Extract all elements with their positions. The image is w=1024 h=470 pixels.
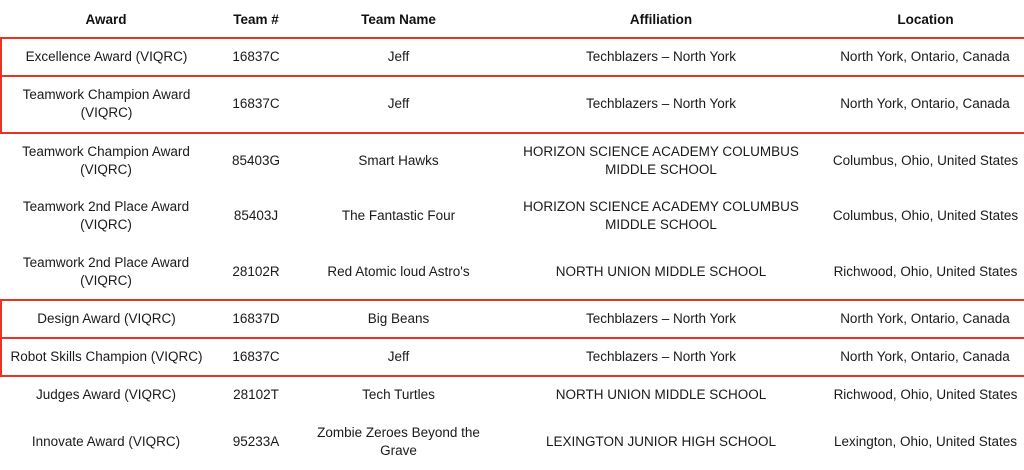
- table-row: [1, 189, 1024, 244]
- cell-team-number: 28102R: [232, 263, 280, 279]
- cell-team-number: 95233A: [232, 433, 280, 449]
- cell-team-name: The Fantastic Four: [341, 208, 456, 224]
- cell-award: Innovate Award (VIQRC): [31, 433, 181, 449]
- cell-location: Columbus, Ohio, United States: [832, 152, 1019, 168]
- cell-award: Excellence Award (VIQRC): [1, 38, 211, 76]
- cell-location: North York, Ontario, Canada: [826, 38, 1024, 76]
- cell-award: Teamwork Champion Award (VIQRC): [22, 143, 190, 177]
- cell-location: North York, Ontario, Canada: [826, 76, 1024, 132]
- cell-affiliation: Techblazers – North York: [496, 338, 826, 376]
- cell-team-number: 16837C: [211, 76, 301, 132]
- cell-affiliation: LEXINGTON JUNIOR HIGH SCHOOL: [545, 433, 777, 449]
- table-row: [1, 76, 1024, 132]
- cell-team-number: 16837C: [211, 338, 301, 376]
- cell-award: Design Award (VIQRC): [1, 300, 211, 338]
- cell-location: Lexington, Ohio, United States: [833, 433, 1018, 449]
- table-row: [1, 376, 1024, 414]
- cell-team-name: Big Beans: [301, 300, 496, 338]
- cell-team-number: 16837D: [211, 300, 301, 338]
- cell-team-number: 16837C: [211, 38, 301, 76]
- table-header-row: [1, 6, 1024, 38]
- table-row: [1, 300, 1024, 338]
- cell-team-number: 85403J: [233, 208, 279, 224]
- cell-affiliation: Techblazers – North York: [496, 38, 826, 76]
- cell-location: North York, Ontario, Canada: [826, 300, 1024, 338]
- cell-award: Robot Skills Champion (VIQRC): [1, 338, 211, 376]
- cell-award: Teamwork Champion Award (VIQRC): [1, 76, 211, 132]
- cell-award: Teamwork 2nd Place Award (VIQRC): [22, 254, 190, 288]
- column-header-award: Award: [85, 12, 127, 27]
- cell-team-name: Jeff: [301, 338, 496, 376]
- table-row: [1, 414, 1024, 469]
- cell-award: Teamwork 2nd Place Award (VIQRC): [22, 199, 190, 233]
- table-row: [1, 133, 1024, 189]
- cell-affiliation: HORIZON SCIENCE ACADEMY COLUMBUS MIDDLE SCHOOL: [523, 143, 799, 177]
- cell-team-name: Zombie Zeroes Beyond the Grave: [317, 424, 480, 458]
- cell-affiliation: Techblazers – North York: [496, 300, 826, 338]
- cell-affiliation: Techblazers – North York: [496, 76, 826, 132]
- column-header-affiliation: Affiliation: [629, 12, 693, 27]
- awards-table: [0, 6, 1024, 470]
- cell-team-name: Jeff: [301, 38, 496, 76]
- column-header-team-name: Team Name: [361, 12, 436, 27]
- column-header-team-number: Team #: [233, 12, 279, 27]
- cell-location: North York, Ontario, Canada: [826, 338, 1024, 376]
- cell-affiliation: NORTH UNION MIDDLE SCHOOL: [555, 387, 767, 403]
- cell-team-name: Smart Hawks: [358, 152, 439, 168]
- cell-location: Richwood, Ohio, United States: [833, 263, 1018, 279]
- table-header: [1, 6, 1024, 38]
- cell-team-name: Tech Turtles: [362, 387, 435, 403]
- cell-team-number: 85403G: [231, 152, 281, 168]
- cell-award: Judges Award (VIQRC): [35, 387, 177, 403]
- cell-team-name: Red Atomic loud Astro's: [327, 263, 470, 279]
- cell-affiliation: HORIZON SCIENCE ACADEMY COLUMBUS MIDDLE SCHOOL: [523, 199, 799, 233]
- table-row: [1, 38, 1024, 76]
- cell-team-name: Jeff: [301, 76, 496, 132]
- cell-location: Columbus, Ohio, United States: [832, 208, 1019, 224]
- cell-affiliation: NORTH UNION MIDDLE SCHOOL: [555, 263, 767, 279]
- column-header-location: Location: [897, 12, 954, 27]
- cell-team-number: 28102T: [233, 387, 279, 403]
- table-row: [1, 338, 1024, 376]
- table-row: [1, 244, 1024, 300]
- table-body: [1, 38, 1024, 470]
- cell-location: Richwood, Ohio, United States: [833, 387, 1018, 403]
